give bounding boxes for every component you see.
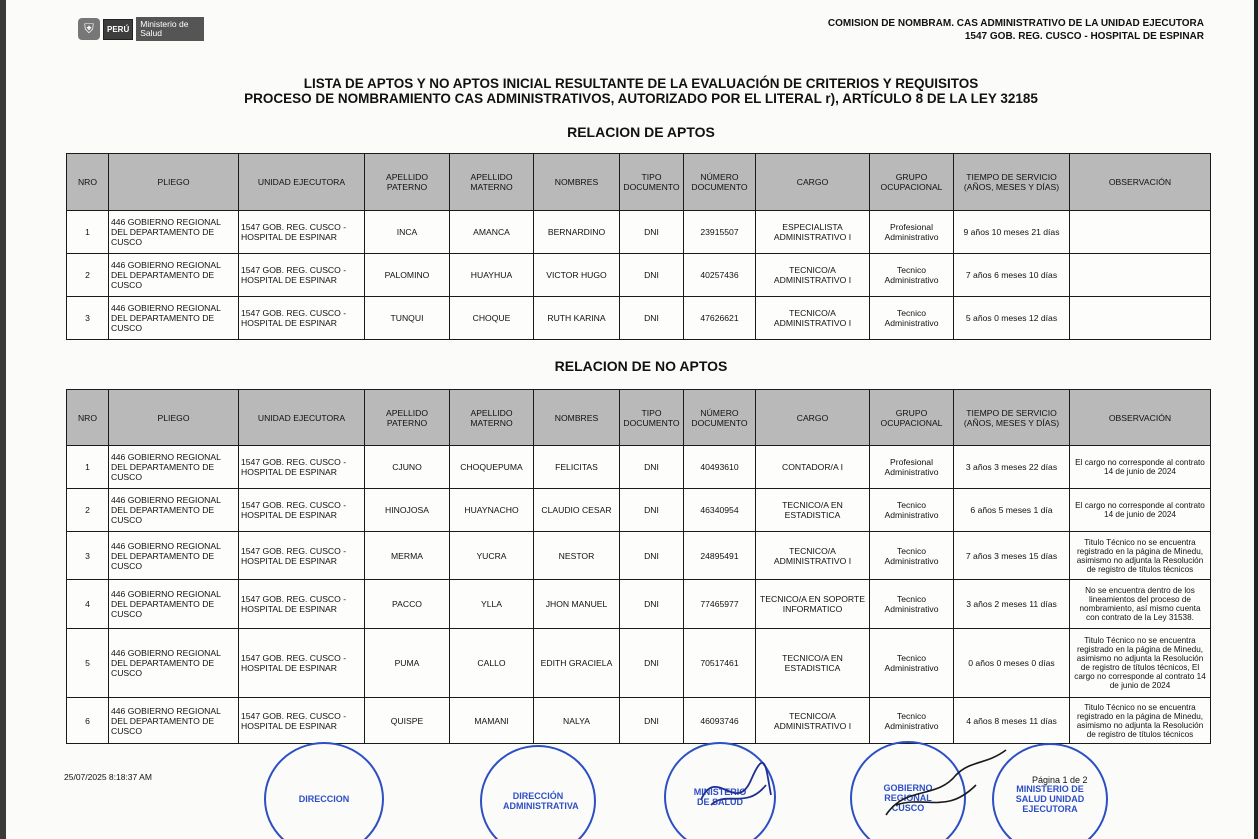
table-cell: AMANCA (450, 211, 534, 254)
column-header: NÚMERO DOCUMENTO (684, 390, 756, 446)
table-cell: DNI (620, 532, 684, 580)
table-row (67, 580, 1211, 629)
table-cell: TECNICO/A ADMINISTRATIVO I (756, 698, 870, 744)
table-cell: 4 años 8 meses 11 días (954, 698, 1070, 744)
table-cell (1070, 211, 1211, 254)
column-header: OBSERVACIÓN (1070, 390, 1211, 446)
table-cell: 446 GOBIERNO REGIONAL DEL DEPARTAMENTO DE CUSCO (109, 254, 239, 297)
column-header: CARGO (756, 154, 870, 211)
table-cell: TECNICO/A ADMINISTRATIVO I (756, 254, 870, 297)
column-header: NOMBRES (534, 154, 620, 211)
table-row (67, 446, 1211, 489)
table-cell: 1 (67, 446, 109, 489)
aptos-heading: RELACION DE APTOS (567, 124, 715, 140)
title-line-2: PROCESO DE NOMBRAMIENTO CAS ADMINISTRATIVOS, AUTORIZADO POR EL LITERAL r), ARTÍCULO 8 DE LA LEY 32185 (244, 91, 1038, 106)
column-header: NÚMERO DOCUMENTO (684, 154, 756, 211)
table-cell: RUTH KARINA (534, 297, 620, 340)
table-cell: 6 años 5 meses 1 día (954, 489, 1070, 532)
table-cell: FELICITAS (534, 446, 620, 489)
column-header: PLIEGO (109, 390, 239, 446)
table-cell: PACCO (365, 580, 450, 629)
table-cell: Titulo Técnico no se encuentra registrado en la página de Minedu, asimismo no adjunta la Resolución de registro de títulos técnicos (1070, 532, 1211, 580)
table-cell: DNI (620, 211, 684, 254)
table-cell: PALOMINO (365, 254, 450, 297)
table-cell: 7 años 6 meses 10 días (954, 254, 1070, 297)
table-cell: El cargo no corresponde al contrato 14 de junio de 2024 (1070, 446, 1211, 489)
coat-of-arms-icon: ⛨ (78, 18, 100, 40)
table-cell: 1547 GOB. REG. CUSCO - HOSPITAL DE ESPINAR (239, 211, 365, 254)
table-cell: 7 años 3 meses 15 días (954, 532, 1070, 580)
table-cell: 3 años 2 meses 11 días (954, 580, 1070, 629)
signature-2 (876, 745, 1016, 825)
ministerio-logo (78, 17, 204, 41)
aptos-table (66, 153, 1211, 340)
table-cell: CONTADOR/A I (756, 446, 870, 489)
table-row (67, 297, 1211, 340)
table-cell: DNI (620, 629, 684, 698)
table-cell: HUAYHUA (450, 254, 534, 297)
column-header: APELLIDO PATERNO (365, 154, 450, 211)
table-cell: Profesional Administrativo (870, 211, 954, 254)
signature-1 (696, 760, 776, 820)
table-cell: NESTOR (534, 532, 620, 580)
table-cell: 23915507 (684, 211, 756, 254)
table-cell: 77465977 (684, 580, 756, 629)
table-cell: DNI (620, 297, 684, 340)
table-cell: 446 GOBIERNO REGIONAL DEL DEPARTAMENTO DE CUSCO (109, 629, 239, 698)
table-cell: El cargo no corresponde al contrato 14 de junio de 2024 (1070, 489, 1211, 532)
table-cell: PUMA (365, 629, 450, 698)
table-cell: TECNICO/A ADMINISTRATIVO I (756, 532, 870, 580)
logo-country: PERÚ (103, 19, 133, 40)
table-cell: 46093746 (684, 698, 756, 744)
column-header: UNIDAD EJECUTORA (239, 390, 365, 446)
table-cell: 1547 GOB. REG. CUSCO - HOSPITAL DE ESPINAR (239, 698, 365, 744)
column-header: TIPO DOCUMENTO (620, 154, 684, 211)
table-cell: 1547 GOB. REG. CUSCO - HOSPITAL DE ESPINAR (239, 297, 365, 340)
table-cell: 70517461 (684, 629, 756, 698)
column-header: GRUPO OCUPACIONAL (870, 390, 954, 446)
right-border (1254, 0, 1258, 839)
table-cell: TECNICO/A EN ESTADISTICA (756, 489, 870, 532)
table-cell: 2 (67, 489, 109, 532)
table-cell: 446 GOBIERNO REGIONAL DEL DEPARTAMENTO DE CUSCO (109, 580, 239, 629)
table-cell: DNI (620, 698, 684, 744)
table-cell: 2 (67, 254, 109, 297)
table-cell: CJUNO (365, 446, 450, 489)
table-cell: 24895491 (684, 532, 756, 580)
table-cell: DNI (620, 489, 684, 532)
table-row (67, 698, 1211, 744)
table-cell: 446 GOBIERNO REGIONAL DEL DEPARTAMENTO DE CUSCO (109, 297, 239, 340)
stamp-ministerio-salud: MINISTERIO DE SALUD (664, 742, 776, 839)
table-cell: 4 (67, 580, 109, 629)
column-header: NRO (67, 390, 109, 446)
table-cell (1070, 254, 1211, 297)
table-cell: TECNICO/A EN SOPORTE INFORMATICO (756, 580, 870, 629)
table-cell: Tecnico Administrativo (870, 254, 954, 297)
no-aptos-heading: RELACION DE NO APTOS (554, 358, 728, 374)
table-cell: 1547 GOB. REG. CUSCO - HOSPITAL DE ESPINAR (239, 254, 365, 297)
table-cell: HINOJOSA (365, 489, 450, 532)
table-cell: 446 GOBIERNO REGIONAL DEL DEPARTAMENTO DE CUSCO (109, 446, 239, 489)
table-row (67, 629, 1211, 698)
table-cell: TUNQUI (365, 297, 450, 340)
table-cell: YUCRA (450, 532, 534, 580)
table-cell: DNI (620, 254, 684, 297)
table-cell: YLLA (450, 580, 534, 629)
table-cell: DNI (620, 580, 684, 629)
table-cell: Tecnico Administrativo (870, 297, 954, 340)
table-row (67, 489, 1211, 532)
table-cell: INCA (365, 211, 450, 254)
table-cell: 1 (67, 211, 109, 254)
print-timestamp: 25/07/2025 8:18:37 AM (64, 772, 152, 782)
document-page (6, 0, 1256, 839)
table-cell: 40257436 (684, 254, 756, 297)
table-cell: MERMA (365, 532, 450, 580)
table-row (67, 254, 1211, 297)
table-cell: 1547 GOB. REG. CUSCO - HOSPITAL DE ESPINAR (239, 489, 365, 532)
table-cell: 6 (67, 698, 109, 744)
organization-header (828, 17, 1204, 43)
table-cell: 446 GOBIERNO REGIONAL DEL DEPARTAMENTO DE CUSCO (109, 211, 239, 254)
table-cell: CLAUDIO CESAR (534, 489, 620, 532)
table-cell: QUISPE (365, 698, 450, 744)
table-cell: Tecnico Administrativo (870, 489, 954, 532)
table-cell: 5 (67, 629, 109, 698)
table-cell: JHON MANUEL (534, 580, 620, 629)
table-cell: ESPECIALISTA ADMINISTRATIVO I (756, 211, 870, 254)
column-header: NOMBRES (534, 390, 620, 446)
table-cell: CHOQUE (450, 297, 534, 340)
document-title (6, 76, 1256, 106)
org-line-2: 1547 GOB. REG. CUSCO - HOSPITAL DE ESPINAR (964, 31, 1204, 42)
table-cell: 40493610 (684, 446, 756, 489)
table-cell: 1547 GOB. REG. CUSCO - HOSPITAL DE ESPINAR (239, 532, 365, 580)
table-cell: Profesional Administrativo (870, 446, 954, 489)
table-cell: 1547 GOB. REG. CUSCO - HOSPITAL DE ESPINAR (239, 629, 365, 698)
table-cell: Titulo Técnico no se encuentra registrado en la página de Minedu, asimismo no adjunta la Resolución de registro de títulos técnicos, El cargo no corresponde al contrato 14 de junio de 2024 (1070, 629, 1211, 698)
column-header: UNIDAD EJECUTORA (239, 154, 365, 211)
column-header: TIEMPO DE SERVICIO (AÑOS, MESES Y DÍAS) (954, 154, 1070, 211)
column-header: PLIEGO (109, 154, 239, 211)
table-cell: 3 años 3 meses 22 días (954, 446, 1070, 489)
org-line-1: COMISION DE NOMBRAM. CAS ADMINISTRATIVO DE LA UNIDAD EJECUTORA (827, 18, 1204, 29)
table-cell: BERNARDINO (534, 211, 620, 254)
table-cell: Tecnico Administrativo (870, 532, 954, 580)
table-header-row (67, 390, 1211, 446)
table-cell: TECNICO/A EN ESTADISTICA (756, 629, 870, 698)
table-cell: CHOQUEPUMA (450, 446, 534, 489)
table-cell: 9 años 10 meses 21 días (954, 211, 1070, 254)
table-cell: 446 GOBIERNO REGIONAL DEL DEPARTAMENTO DE CUSCO (109, 698, 239, 744)
stamp-unidad-ejecutora: MINISTERIO DE SALUD UNIDAD EJECUTORA (992, 743, 1108, 839)
table-cell: 47626621 (684, 297, 756, 340)
table-cell: VICTOR HUGO (534, 254, 620, 297)
table-cell: MAMANI (450, 698, 534, 744)
column-header: APELLIDO MATERNO (450, 154, 534, 211)
table-cell: NALYA (534, 698, 620, 744)
table-cell: Tecnico Administrativo (870, 580, 954, 629)
column-header: APELLIDO PATERNO (365, 390, 450, 446)
stamp-direccion: DIRECCION (264, 742, 384, 839)
table-cell: DNI (620, 446, 684, 489)
column-header: NRO (67, 154, 109, 211)
table-cell: 446 GOBIERNO REGIONAL DEL DEPARTAMENTO DE CUSCO (109, 489, 239, 532)
table-cell: 0 años 0 meses 0 días (954, 629, 1070, 698)
table-cell: 5 años 0 meses 12 días (954, 297, 1070, 340)
table-cell: No se encuentra dentro de los lineamientos del proceso de nombramiento, así mismo cuenta con contrato de la Ley 31538. (1070, 580, 1211, 629)
table-cell: 46340954 (684, 489, 756, 532)
table-cell: EDITH GRACIELA (534, 629, 620, 698)
no-aptos-table (66, 389, 1211, 744)
title-line-1: LISTA DE APTOS Y NO APTOS INICIAL RESULTANTE DE LA EVALUACIÓN DE CRITERIOS Y REQUISITOS (303, 76, 979, 91)
table-cell: 1547 GOB. REG. CUSCO - HOSPITAL DE ESPINAR (239, 580, 365, 629)
table-cell: Titulo Técnico no se encuentra registrado en la página de Minedu, asimismo no adjunta la Resolución de registro de títulos técnicos (1070, 698, 1211, 744)
table-cell: 1547 GOB. REG. CUSCO - HOSPITAL DE ESPINAR (239, 446, 365, 489)
stamp-direccion-administrativa: DIRECCIÓN ADMINISTRATIVA (480, 745, 596, 839)
column-header: GRUPO OCUPACIONAL (870, 154, 954, 211)
column-header: APELLIDO MATERNO (450, 390, 534, 446)
table-cell (1070, 297, 1211, 340)
column-header: CARGO (756, 390, 870, 446)
column-header: OBSERVACIÓN (1070, 154, 1211, 211)
table-cell: Tecnico Administrativo (870, 698, 954, 744)
table-cell: 3 (67, 297, 109, 340)
table-row (67, 211, 1211, 254)
stamp-gobierno-regional: GOBIERNO REGIONAL CUSCO (850, 741, 966, 839)
page-number: Página 1 de 2 (1032, 775, 1088, 785)
table-header-row (67, 154, 1211, 211)
logo-ministry: Ministerio de Salud (136, 17, 204, 41)
table-cell: CALLO (450, 629, 534, 698)
table-cell: Tecnico Administrativo (870, 629, 954, 698)
table-cell: 3 (67, 532, 109, 580)
table-row (67, 532, 1211, 580)
table-cell: HUAYNACHO (450, 489, 534, 532)
table-cell: 446 GOBIERNO REGIONAL DEL DEPARTAMENTO DE CUSCO (109, 532, 239, 580)
table-cell: TECNICO/A ADMINISTRATIVO I (756, 297, 870, 340)
column-header: TIPO DOCUMENTO (620, 390, 684, 446)
column-header: TIEMPO DE SERVICIO (AÑOS, MESES Y DÍAS) (954, 390, 1070, 446)
